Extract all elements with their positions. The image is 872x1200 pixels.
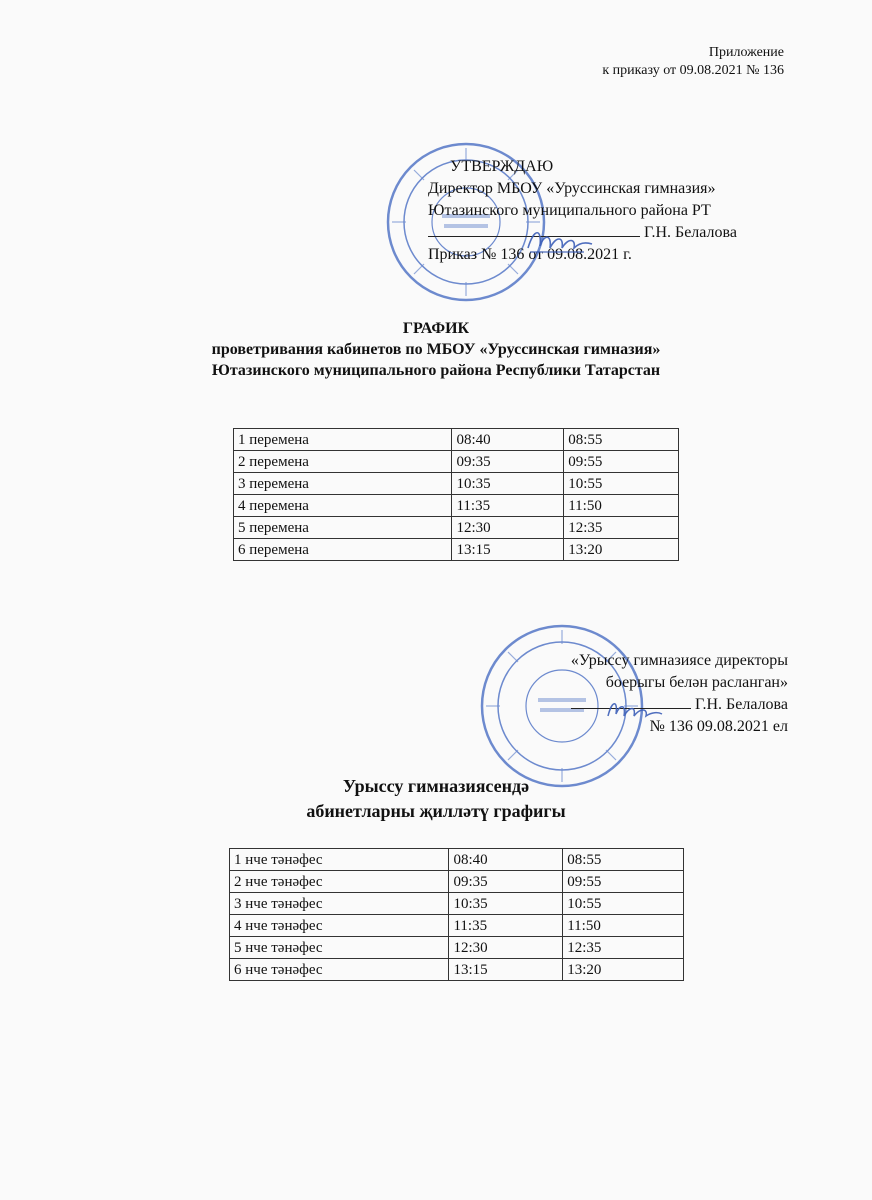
table-row [234, 539, 679, 561]
table-row [234, 495, 679, 517]
end-time-cell: 13:20 [563, 959, 684, 981]
end-time-cell: 08:55 [564, 429, 679, 451]
break-name-cell: 3 нче тәнәфес [230, 893, 449, 915]
start-time-cell: 10:35 [449, 893, 563, 915]
title-tt [0, 774, 872, 824]
end-time-cell: 09:55 [564, 451, 679, 473]
start-time-cell: 11:35 [449, 915, 563, 937]
appendix-line-1: Приложение [708, 45, 784, 60]
break-name-cell: 5 нче тәнәфес [230, 937, 449, 959]
start-time-cell: 13:15 [449, 959, 563, 981]
table-row [230, 915, 684, 937]
approve-heading: УТВЕРЖДАЮ [450, 158, 554, 175]
approve-position: Директор МБОУ «Уруссинская гимназия» [428, 180, 716, 197]
title-ru [0, 318, 872, 381]
break-name-cell: 1 нче тәнәфес [230, 849, 449, 871]
schedule-table-ru [233, 428, 679, 561]
signature-icon [524, 224, 596, 260]
appendix-line-2: к приказу от 09.08.2021 № 136 [602, 63, 784, 78]
table-row [230, 937, 684, 959]
break-name-cell: 4 нче тәнәфес [230, 915, 449, 937]
schedule-table-tt [229, 848, 684, 981]
break-name-cell: 6 нче тәнәфес [230, 959, 449, 981]
start-time-cell: 08:40 [452, 429, 564, 451]
end-time-cell: 12:35 [564, 517, 679, 539]
start-time-cell: 13:15 [452, 539, 564, 561]
approve-tt-line-2: боерыгы белән расланган» [605, 674, 788, 691]
break-name-cell: 4 перемена [234, 495, 452, 517]
title-ru-line-2: проветривания кабинетов по МБОУ «Уруссинская гимназия» [211, 341, 661, 358]
break-name-cell: 1 перемена [234, 429, 452, 451]
start-time-cell: 12:30 [452, 517, 564, 539]
break-name-cell: 2 нче тәнәфес [230, 871, 449, 893]
table-row [230, 871, 684, 893]
end-time-cell: 13:20 [564, 539, 679, 561]
start-time-cell: 12:30 [449, 937, 563, 959]
approve-tt-line-1: «Урыссу гимназиясе директоры [570, 652, 788, 669]
end-time-cell: 09:55 [563, 871, 684, 893]
approve-order: Приказ № 136 от 09.08.2021 г. [428, 246, 632, 263]
table-row [234, 451, 679, 473]
table-row [234, 473, 679, 495]
end-time-cell: 11:50 [563, 915, 684, 937]
end-time-cell: 08:55 [563, 849, 684, 871]
break-name-cell: 2 перемена [234, 451, 452, 473]
title-tt-line-2: абинетларны җилләтү графигы [306, 801, 566, 821]
break-name-cell: 3 перемена [234, 473, 452, 495]
start-time-cell: 11:35 [452, 495, 564, 517]
approve-tt-order: № 136 09.08.2021 ел [649, 718, 788, 735]
start-time-cell: 09:35 [449, 871, 563, 893]
table-row [230, 849, 684, 871]
start-time-cell: 10:35 [452, 473, 564, 495]
end-time-cell: 12:35 [563, 937, 684, 959]
start-time-cell: 08:40 [449, 849, 563, 871]
title-ru-line-3: Ютазинского муниципального района Республики Татарстан [211, 362, 661, 379]
approve-signer: Г.Н. Белалова [644, 224, 737, 241]
end-time-cell: 10:55 [563, 893, 684, 915]
break-name-cell: 6 перемена [234, 539, 452, 561]
table-row [234, 517, 679, 539]
appendix-note [602, 44, 784, 80]
title-tt-line-1: Урыссу гимназиясендә [342, 776, 530, 796]
approve-tt-signer: Г.Н. Белалова [695, 696, 788, 713]
start-time-cell: 09:35 [452, 451, 564, 473]
end-time-cell: 10:55 [564, 473, 679, 495]
table-row [230, 893, 684, 915]
table-row [234, 429, 679, 451]
signature-icon [604, 696, 664, 726]
table-row [230, 959, 684, 981]
approve-district: Ютазинского муниципального района РТ [428, 202, 711, 219]
break-name-cell: 5 перемена [234, 517, 452, 539]
title-ru-line-1: ГРАФИК [402, 320, 470, 337]
end-time-cell: 11:50 [564, 495, 679, 517]
